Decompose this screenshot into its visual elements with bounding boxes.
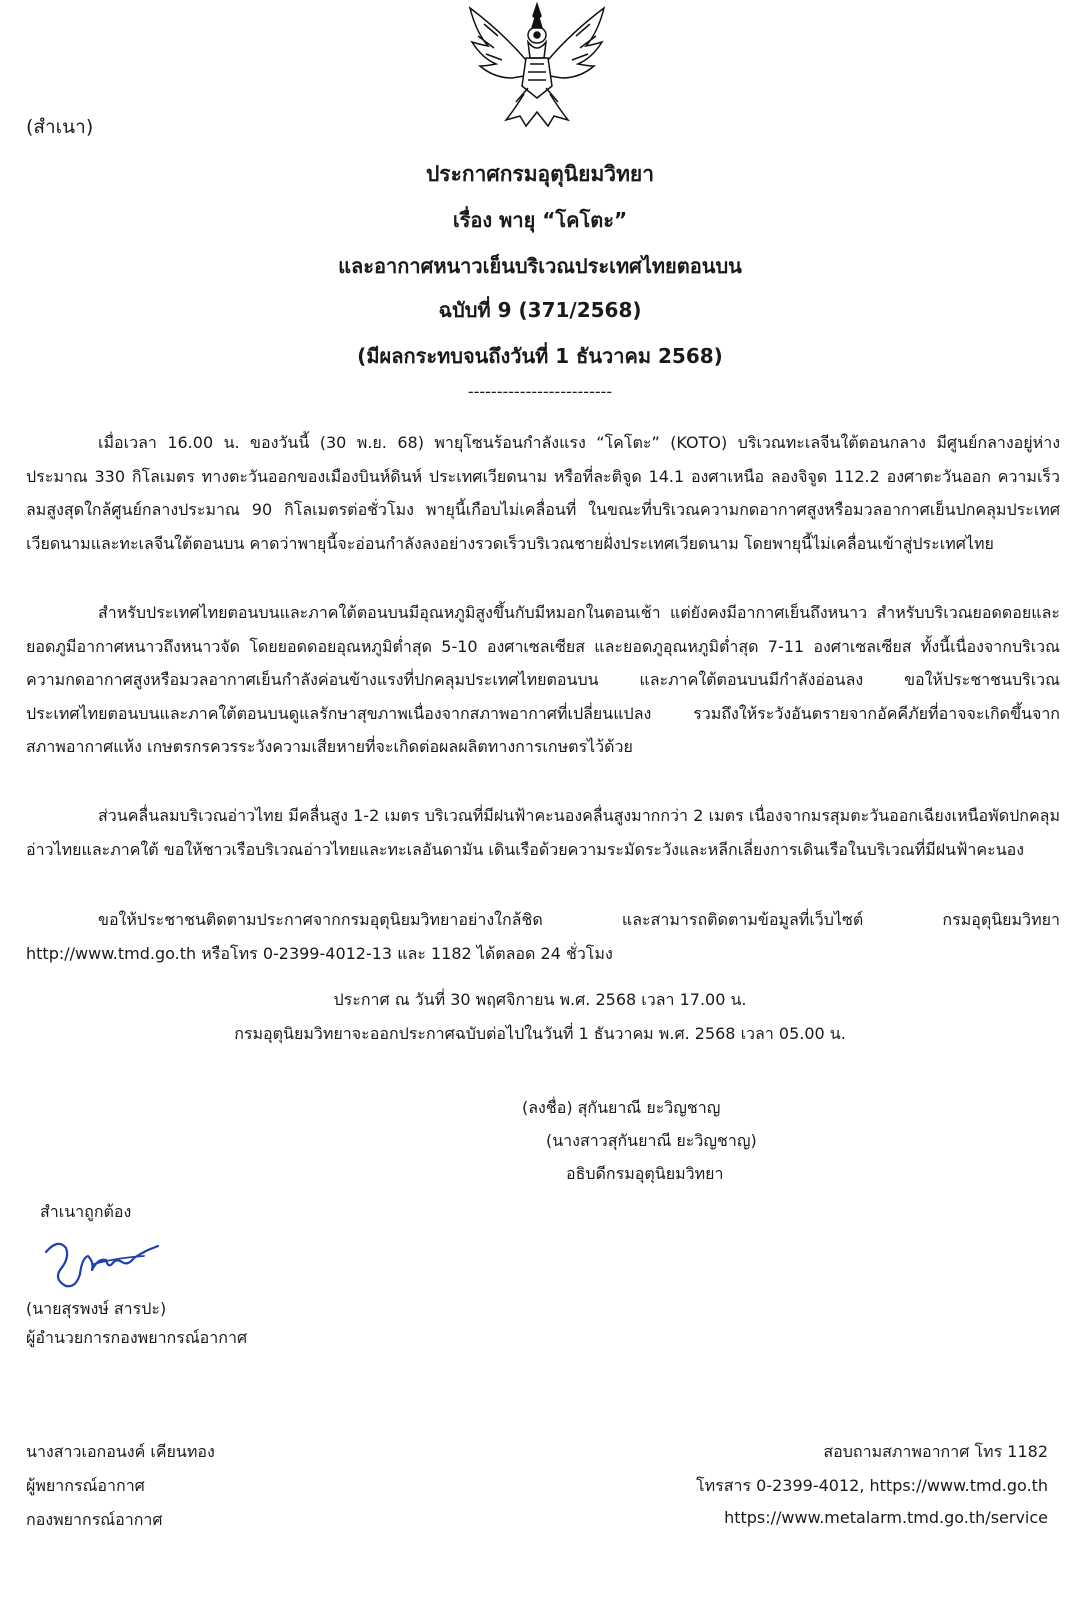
signer-full-name: (นางสาวสุกันยาณี ยะวิญชาญ) xyxy=(546,1131,757,1150)
forecaster-division: กองพยากรณ์อากาศ xyxy=(26,1510,163,1529)
contact-alarm-website: https://www.metalarm.tmd.go.th/service xyxy=(724,1508,1048,1527)
handwritten-signature-icon xyxy=(36,1228,166,1298)
paragraph-waves: ส่วนคลื่นลมบริเวณอ่าวไทย มีคลื่นสูง 1-2 เมตร บริเวณที่มีฝนฟ้าคะนองคลื่นสูงมากกว่า 2 เมตร เนื่องจากมรสุมตะวันออกเฉียงเหนือพัดปกคลุมอ่าวไทยและภาคใต้ ขอให้ชาวเรือบริเวณอ่าวไทยและทะเลอันดามัน เดินเรือด้วยความระมัดระวังและหลีกเลี่ยงการเดินเรือในบริเวณที่มีฝนฟ้าคะนอง xyxy=(26,806,1060,859)
announcement-subject-continued: และอากาศหนาวเย็นบริเวณประเทศไทยตอนบน xyxy=(338,254,742,278)
paragraph-temperature: สำหรับประเทศไทยตอนบนและภาคใต้ตอนบนมีอุณหภูมิสูงขึ้นกับมีหมอกในตอนเช้า แต่ยังคงมีอากาศเย็นถึงหนาว สำหรับบริเวณยอดดอยและยอดภูมีอากาศหนาวถึงหนาวจัด โดยยอดดอยอุณหภูมิต่ำสุด 5-10 องศาเซลเซียส และยอดภูอุณหภูมิต่ำสุด 7-11 องศาเซลเซียส ทั้งนี้เนื่องจากบริเวณความกดอากาศสูงหรือมวลอากาศเย็นกำลังค่อนข้างแรงที่ปกคลุมประเทศไทยตอนบน และภาคใต้ตอนบนมีกำลังอ่อนลง ขอให้ประชาชนบริเวณประเทศไทยตอนบนและภาคใต้ตอนบนดูแลรักษาสุขภาพเนื่องจากสภาพอากาศที่เปลี่ยนแปลง รวมถึงให้ระวังอันตรายจากอัคคีภัยที่อาจจะเกิดขึ้นจากสภาพอากาศแห้ง เกษตรกรควรระวังความเสียหายที่จะเกิดต่อผลผลิตทางการเกษตรไว้ด้วย xyxy=(26,603,1060,756)
copy-label: (สำเนา) xyxy=(26,116,94,138)
announcement-title: ประกาศกรมอุตุนิยมวิทยา xyxy=(425,162,655,186)
paragraph-storm-status: เมื่อเวลา 16.00 น. ของวันนี้ (30 พ.ย. 68) พายุโซนร้อนกำลังแรง “โคโตะ” (KOTO) บริเวณทะเลจีนใต้ตอนกลาง มีศูนย์กลางอยู่ห่างประมาณ 330 กิโลเมตร ทางตะวันออกของเมืองบินห์ดินห์ ประเทศเวียดนาม หรือที่ละติจูด 14.1 องศาเหนือ ลองจิจูด 112.2 องศาตะวันออก ความเร็วลมสูงสุดใกล้ศูนย์กลางประมาณ 90 กิโลเมตรต่อชั่วโมง พายุนี้เกือบไม่เคลื่อนที่ ในขณะที่บริเวณความกดอากาศสูงหรือมวลอากาศเย็นปกคลุมประเทศเวียดนามและทะเลจีนใต้ตอนบน คาดว่าพายุนี้จะอ่อนกำลังลงอย่างรวดเร็วบริเวณชายฝั่งประเทศเวียดนาม โดยพายุนี้ไม่เคลื่อนเข้าสู่ประเทศไทย xyxy=(26,433,1061,553)
contact-fax-website: โทรสาร 0-2399-4012, https://www.tmd.go.th xyxy=(696,1476,1048,1495)
signer-position: อธิบดีกรมอุตุนิยมวิทยา xyxy=(566,1164,724,1183)
effective-until: (มีผลกระทบจนถึงวันที่ 1 ธันวาคม 2568) xyxy=(357,344,723,368)
next-issue-date: กรมอุตุนิยมวิทยาจะออกประกาศฉบับต่อไปในวันที่ 1 ธันวาคม พ.ศ. 2568 เวลา 05.00 น. xyxy=(234,1024,846,1043)
certifier-name: (นายสุรพงษ์ สารปะ) xyxy=(26,1299,167,1318)
certifier-position: ผู้อำนวยการกองพยากรณ์อากาศ xyxy=(26,1328,248,1347)
paragraph-contact: ขอให้ประชาชนติดตามประกาศจากกรมอุตุนิยมวิทยาอย่างใกล้ชิด และสามารถติดตามข้อมูลที่เว็บไซต์ กรมอุตุนิยมวิทยา http://www.tmd.go.th หรือโทร 0-2399-4012-13 และ 1182 ได้ตลอด 24 ชั่วโมง xyxy=(26,910,1060,963)
heading-separator: ------------------------- xyxy=(467,382,613,401)
contact-phone: สอบถามสภาพอากาศ โทร 1182 xyxy=(823,1442,1048,1461)
announcement-subject: เรื่อง พายุ “โคโตะ” xyxy=(452,208,628,232)
issued-date: ประกาศ ณ วันที่ 30 พฤศจิกายน พ.ศ. 2568 เวลา 17.00 น. xyxy=(333,990,747,1009)
issue-number: ฉบับที่ 9 (371/2568) xyxy=(438,298,642,322)
forecaster-name: นางสาวเอกอนงค์ เคียนทอง xyxy=(26,1442,215,1461)
forecaster-title: ผู้พยากรณ์อากาศ xyxy=(26,1476,145,1495)
signer-signed-line: (ลงชื่อ) สุกันยาณี ยะวิญชาญ xyxy=(522,1098,721,1117)
garuda-emblem-icon xyxy=(462,2,612,128)
certified-copy-label: สำเนาถูกต้อง xyxy=(40,1202,132,1221)
